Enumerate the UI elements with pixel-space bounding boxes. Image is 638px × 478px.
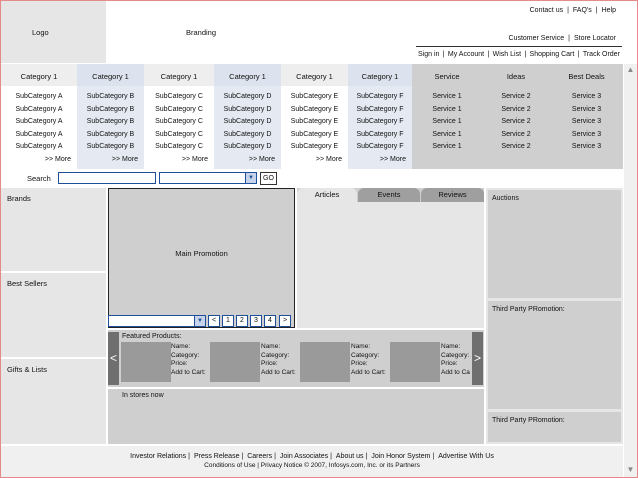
service-link[interactable]: Service 3 <box>571 105 602 113</box>
product-name: Name: <box>261 343 281 350</box>
wish-list-link[interactable]: Wish List <box>492 50 522 58</box>
category-header[interactable]: Category 1 <box>92 72 129 81</box>
subcategory-link[interactable]: SubCategory D <box>223 130 272 138</box>
service-link[interactable]: Service 2 <box>501 105 531 113</box>
main-promotion[interactable] <box>108 188 295 328</box>
third-party-promo-box[interactable] <box>488 412 621 442</box>
promo-prev-button[interactable]: < <box>208 315 220 327</box>
add-to-cart-link[interactable]: Add to Cart: <box>351 368 386 376</box>
category-header[interactable]: Category 1 <box>229 72 266 81</box>
subcategory-link[interactable]: SubCategory B <box>86 105 135 113</box>
promo-page-button[interactable]: 2 <box>236 315 248 327</box>
category-header[interactable]: Category 1 <box>296 72 333 81</box>
branding: Branding <box>186 28 217 37</box>
category-column <box>77 64 144 169</box>
footer-link-press-release[interactable]: Press Release <box>193 453 240 460</box>
subcategory-link[interactable]: SubCategory C <box>155 130 203 138</box>
ideas-column <box>482 64 550 169</box>
best-deals-column <box>550 64 623 169</box>
brands-label: Brands <box>7 194 31 203</box>
service-link[interactable]: Service 1 <box>432 105 462 113</box>
subcategory-link[interactable]: SubCategory B <box>86 130 135 138</box>
help-link[interactable]: Help <box>601 7 616 14</box>
subcategory-link[interactable]: SubCategory A <box>15 130 63 138</box>
service-link[interactable]: Service 3 <box>571 93 602 100</box>
tab-events[interactable]: Events <box>358 188 420 202</box>
subcategory-link[interactable]: SubCategory D <box>223 105 272 113</box>
subcategory-link[interactable]: SubCategory A <box>15 105 63 113</box>
gifts-lists-label: Gifts & Lists <box>7 365 48 374</box>
product-name: Name: <box>351 343 371 350</box>
footer-link-about-us[interactable]: About us <box>335 453 364 460</box>
service-link[interactable]: Service 3 <box>571 130 602 138</box>
product-info <box>171 343 211 377</box>
promo-page-button[interactable]: 4 <box>264 315 276 327</box>
track-order-link[interactable]: Track Order <box>582 50 620 58</box>
service-link[interactable]: Service 2 <box>501 118 531 125</box>
product-name: Name: <box>171 343 191 350</box>
subcategory-link[interactable]: SubCategory F <box>356 118 404 125</box>
logo-text: Logo <box>32 28 49 37</box>
chevron-down-icon[interactable]: ▼ <box>245 173 256 183</box>
product-price: Price: <box>351 360 368 367</box>
product-image[interactable] <box>210 342 260 382</box>
service-link[interactable]: Service 3 <box>571 118 602 125</box>
service-link[interactable]: Service 1 <box>432 130 462 138</box>
ideas-header[interactable]: Ideas <box>506 72 526 81</box>
promo-next-button[interactable]: > <box>279 315 291 327</box>
go-button[interactable]: GO <box>260 172 277 185</box>
search-scope-select[interactable] <box>159 172 257 184</box>
footer-links: Investor Relations | Press Release | Careers | Join Associates | About us | Join Honor System | Advertise With Us <box>130 453 494 460</box>
search-label: Search <box>27 174 51 183</box>
subcategory-link[interactable]: SubCategory D <box>223 93 272 100</box>
add-to-cart-link[interactable]: Add to Ca <box>441 368 470 376</box>
faqs-link[interactable]: FAQ's <box>572 7 592 14</box>
promo-page-button[interactable]: 3 <box>250 315 262 327</box>
auctions-label: Auctions <box>492 195 519 202</box>
product-info <box>351 343 391 377</box>
product-category: Category: <box>351 351 380 359</box>
subcategory-link[interactable]: SubCategory E <box>290 130 339 138</box>
footer-link-advertise[interactable]: Advertise With Us <box>438 453 494 460</box>
third-party-promo-label: Third Party PRomotion: <box>492 306 565 313</box>
subcategory-link[interactable]: SubCategory B <box>86 143 135 150</box>
category-column <box>348 64 412 169</box>
customer-service-link[interactable]: Customer Service <box>508 35 565 42</box>
service-link[interactable]: Service 1 <box>432 143 462 150</box>
subcategory-link[interactable]: SubCategory C <box>155 143 203 150</box>
footer-link-investor-relations[interactable]: Investor Relations <box>130 453 187 460</box>
subcategory-link[interactable]: SubCategory E <box>290 118 339 125</box>
product-price: Price: <box>171 360 188 367</box>
category-menu <box>1 64 623 169</box>
footer-link-join-honor-system[interactable]: Join Honor System <box>371 453 431 460</box>
my-account-link[interactable]: My Account <box>447 50 485 58</box>
product-image[interactable] <box>390 342 440 382</box>
footer-link-careers[interactable]: Careers <box>247 453 273 460</box>
promotion-select[interactable] <box>108 315 206 327</box>
more-link[interactable]: >> More <box>315 156 342 163</box>
product-category: Category: <box>171 351 200 359</box>
category-header[interactable]: Category 1 <box>361 72 399 81</box>
brands-section[interactable] <box>1 188 106 273</box>
search-input[interactable] <box>58 172 156 184</box>
left-nav <box>1 188 106 444</box>
featured-title: Featured Products: <box>122 333 182 340</box>
product-info <box>261 343 301 377</box>
more-link[interactable]: >> More <box>181 156 208 163</box>
subcategory-link[interactable]: SubCategory C <box>155 93 203 100</box>
auctions-box[interactable] <box>488 190 621 298</box>
contact-us-link[interactable]: Contact us <box>529 7 564 14</box>
service-column <box>412 64 482 169</box>
sign-in-link[interactable]: Sign in <box>418 50 440 58</box>
best-sellers-section[interactable] <box>1 273 106 359</box>
in-stores-label: In stores now <box>122 392 164 399</box>
subcategory-link[interactable]: SubCategory E <box>290 105 339 113</box>
subcategory-link[interactable]: SubCategory C <box>155 118 203 125</box>
service-link[interactable]: Service 1 <box>432 93 462 100</box>
scroll-up-icon[interactable]: ▲ <box>626 65 635 74</box>
category-header[interactable]: Category 1 <box>20 72 58 81</box>
category-header[interactable]: Category 1 <box>160 72 198 81</box>
best-sellers-label: Best Sellers <box>7 279 48 288</box>
subcategory-link[interactable]: SubCategory E <box>290 143 339 150</box>
footer-link-join-associates[interactable]: Join Associates <box>279 453 329 460</box>
shopping-cart-link[interactable]: Shopping Cart <box>529 50 575 58</box>
in-stores-now[interactable] <box>108 389 484 444</box>
product-image[interactable] <box>121 342 171 382</box>
content-tabs <box>297 188 484 328</box>
account-links: Sign in | My Account | Wish List | Shopping Cart | Track Order <box>416 46 622 61</box>
more-link[interactable]: >> More <box>111 156 138 163</box>
product-image[interactable] <box>300 342 350 382</box>
product-price: Price: <box>261 360 278 367</box>
utility-links: Contact us | FAQ's | Help <box>526 7 620 14</box>
subcategory-link[interactable]: SubCategory C <box>155 105 203 113</box>
service-link[interactable]: Service 1 <box>432 118 462 125</box>
gifts-lists-section[interactable] <box>1 359 106 444</box>
subcategory-link[interactable]: SubCategory D <box>223 143 272 150</box>
chevron-down-icon[interactable]: ▼ <box>194 316 205 326</box>
featured-next-button[interactable]: > <box>472 332 483 385</box>
service-link[interactable]: Service 2 <box>501 143 531 150</box>
subcategory-link[interactable]: SubCategory F <box>356 130 404 138</box>
add-to-cart-link[interactable]: Add to Cart: <box>261 368 296 376</box>
third-party-promo-label: Third Party PRomotion: <box>492 417 565 424</box>
add-to-cart-link[interactable]: Add to Cart: <box>171 368 206 376</box>
service-link[interactable]: Service 3 <box>571 143 602 150</box>
footer-copyright: Conditions of Use | Privacy Notice © 2007, Infosys.com, Inc. or its Partners <box>204 462 420 469</box>
services-panel <box>412 64 623 169</box>
logo[interactable] <box>1 1 106 63</box>
more-link[interactable]: >> More <box>379 156 406 163</box>
subcategory-link[interactable]: SubCategory A <box>15 93 63 100</box>
category-column <box>1 64 77 169</box>
service-links: Customer Service | Store Locator <box>505 35 621 42</box>
tab-reviews[interactable]: Reviews <box>421 188 484 202</box>
best-deals-header[interactable]: Best Deals <box>568 72 605 81</box>
tab-articles[interactable]: Articles <box>297 188 357 202</box>
more-link[interactable]: >> More <box>248 156 275 163</box>
tab-content <box>297 202 484 328</box>
service-header[interactable]: Service <box>434 72 460 81</box>
product-info <box>441 343 472 377</box>
promo-page-button[interactable]: 1 <box>222 315 234 327</box>
main-promotion-label: Main Promotion <box>175 249 228 258</box>
vertical-scrollbar[interactable] <box>624 64 637 477</box>
product-category: Category: <box>261 351 290 359</box>
featured-prev-button[interactable]: < <box>108 332 119 385</box>
product-price: Price: <box>441 360 458 367</box>
subcategory-link[interactable]: SubCategory D <box>223 118 272 125</box>
service-link[interactable]: Service 2 <box>501 130 531 138</box>
subcategory-link[interactable]: SubCategory B <box>86 93 135 100</box>
product-category: Category: <box>441 351 470 359</box>
store-locator-link[interactable]: Store Locator <box>573 35 616 42</box>
right-panel <box>486 188 623 444</box>
subcategory-link[interactable]: SubCategory F <box>356 105 404 113</box>
subcategory-link[interactable]: SubCategory B <box>86 118 135 125</box>
service-link[interactable]: Service 2 <box>501 93 531 100</box>
subcategory-link[interactable]: SubCategory F <box>356 93 404 100</box>
more-link[interactable]: >> More <box>44 156 71 163</box>
subcategory-link[interactable]: SubCategory A <box>15 118 63 125</box>
category-column <box>144 64 214 169</box>
subcategory-link[interactable]: SubCategory A <box>15 143 63 150</box>
product-name: Name: <box>441 343 461 350</box>
third-party-promo-box[interactable] <box>488 301 621 409</box>
subcategory-link[interactable]: SubCategory F <box>356 143 404 150</box>
category-column <box>281 64 348 169</box>
subcategory-link[interactable]: SubCategory E <box>290 93 339 100</box>
scroll-down-icon[interactable]: ▼ <box>626 465 635 474</box>
category-column <box>214 64 281 169</box>
